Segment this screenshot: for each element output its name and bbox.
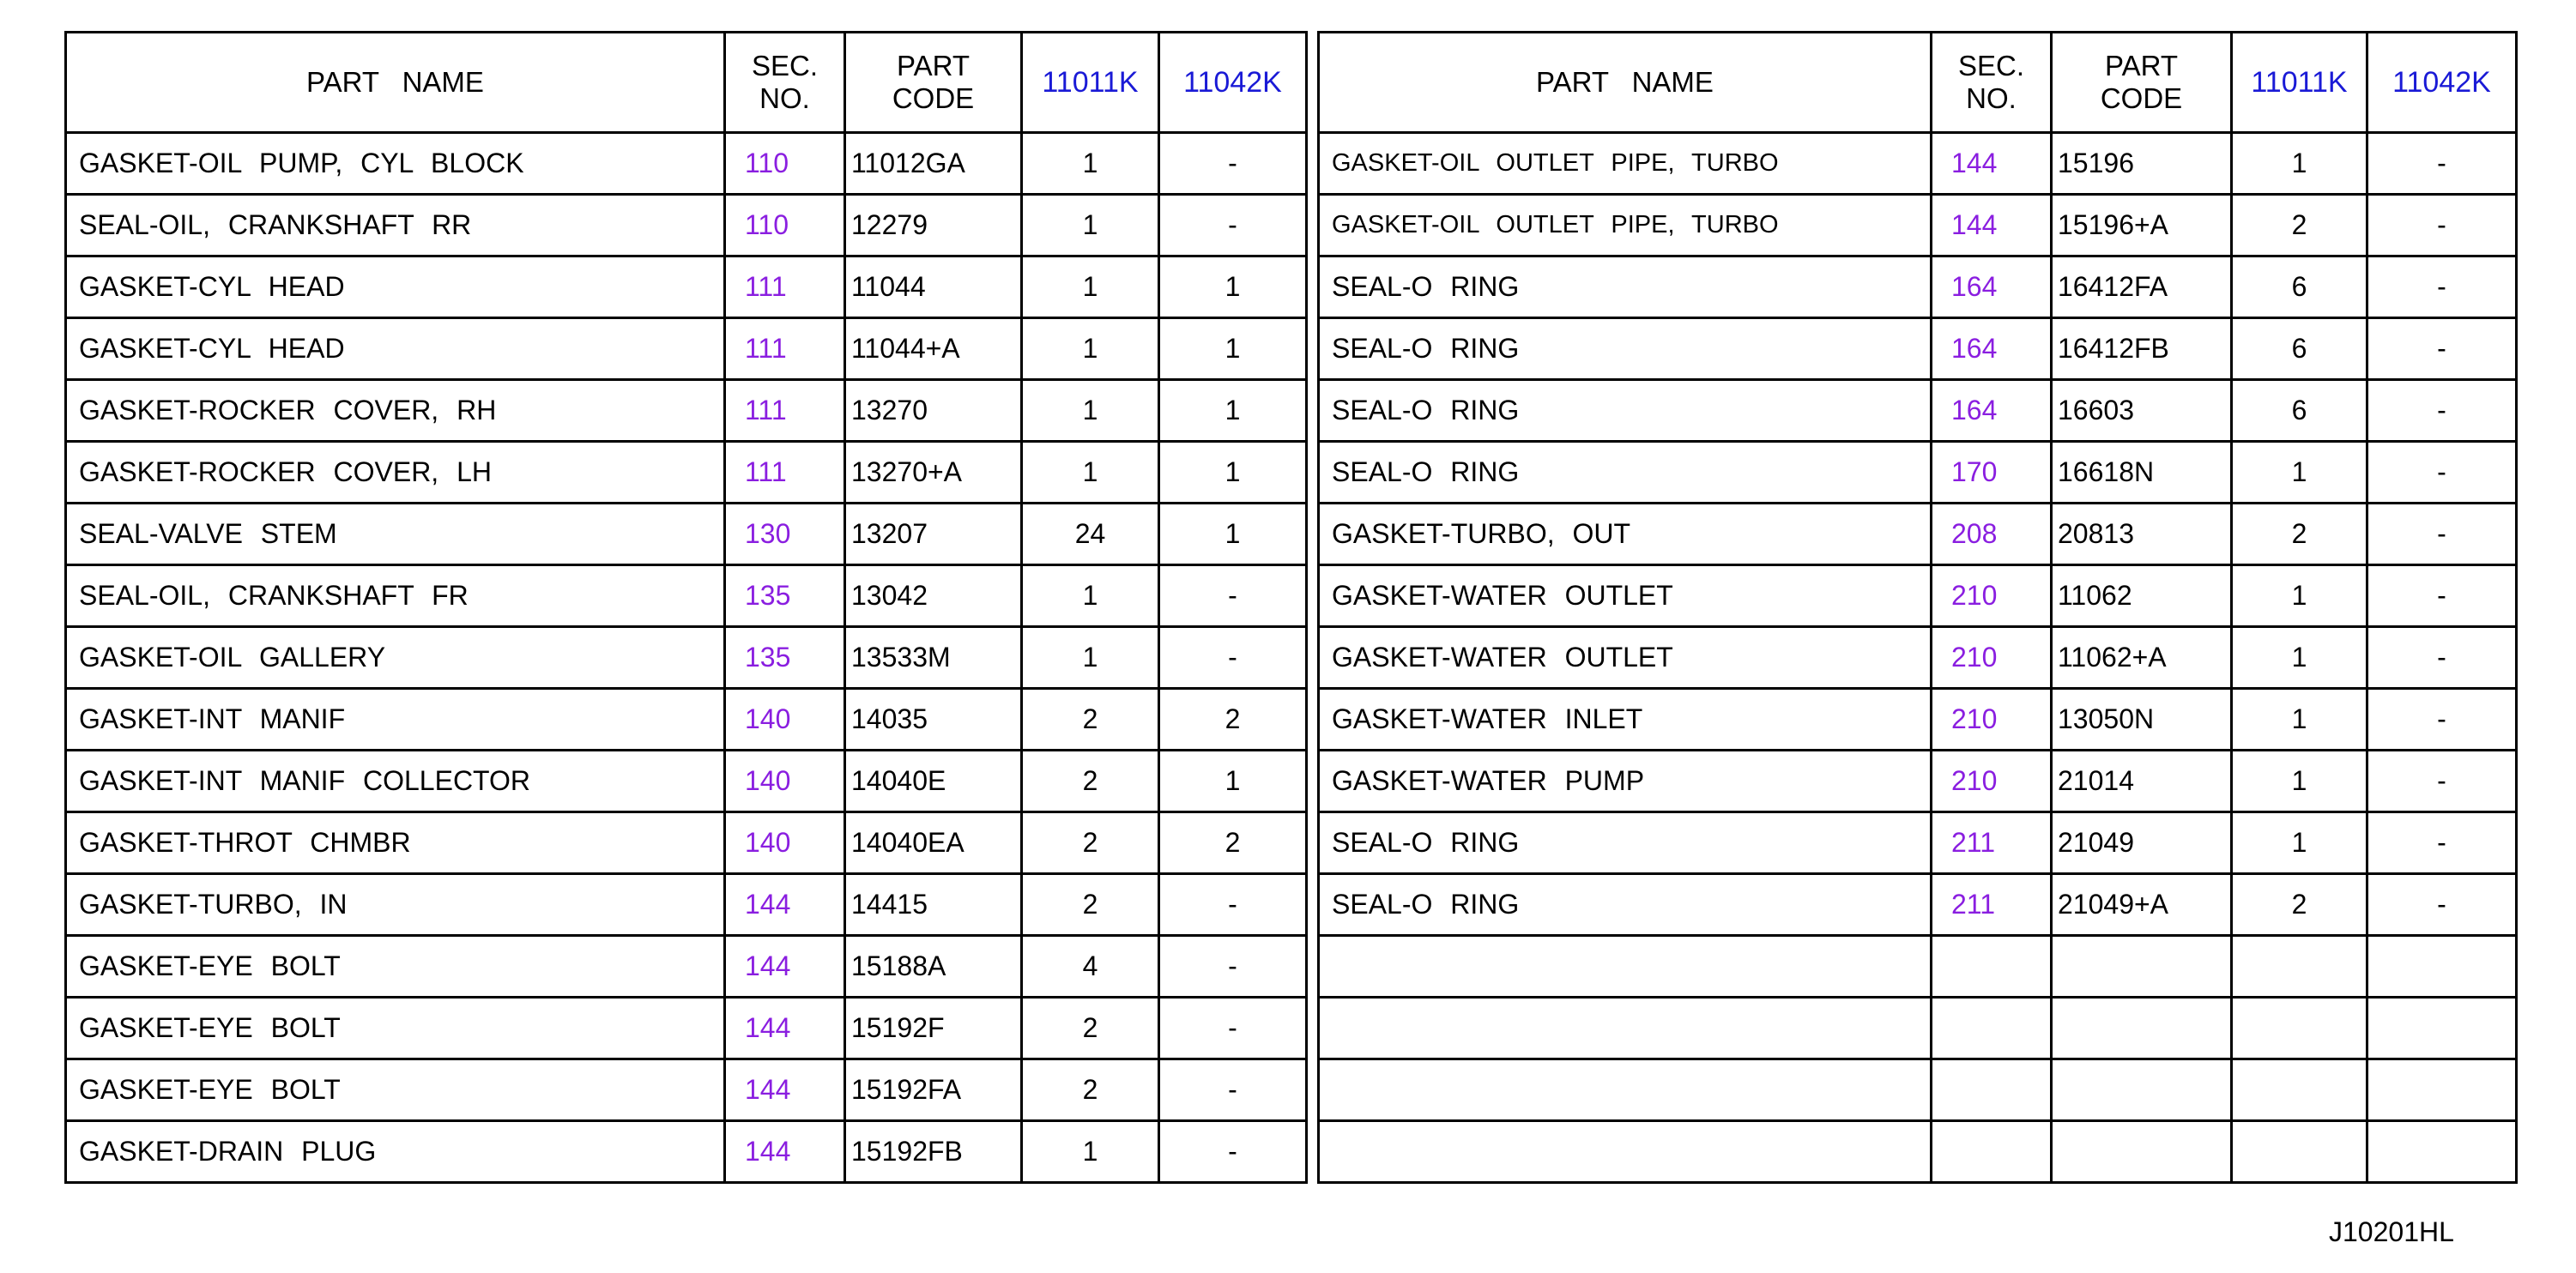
- table-row: [66, 442, 2517, 504]
- right-section-number-cell: 210: [1932, 627, 2052, 689]
- right-part-name-cell: GASKET-TURBO, OUT: [1319, 504, 1932, 565]
- left-qty-11042k-cell: -: [1159, 936, 1307, 998]
- left-qty-11011k-cell: 1: [1022, 195, 1159, 256]
- table-row: [66, 256, 2517, 318]
- right-qty-11011k-cell: 6: [2232, 380, 2367, 442]
- right-part-name-cell: GASKET-OIL OUTLET PIPE, TURBO: [1319, 195, 1932, 256]
- left-part-name-cell: GASKET-EYE BOLT: [66, 998, 725, 1059]
- table-row: [66, 133, 2517, 195]
- header-sec-no-line1: SEC. NO.: [751, 50, 819, 114]
- left-part-code-cell: 13207: [845, 504, 1022, 565]
- right-section-number-cell: 144: [1932, 133, 2052, 195]
- left-part-code-cell: 13533M: [845, 627, 1022, 689]
- left-section-number-cell: 110: [725, 195, 845, 256]
- right-part-code-cell: 21049: [2052, 812, 2232, 874]
- left-section-number-cell: 111: [725, 380, 845, 442]
- right-part-code-cell: [2052, 936, 2232, 998]
- left-part-name-cell: GASKET-INT MANIF COLLECTOR: [66, 751, 725, 812]
- header-sec-no-right-line1: SEC. NO.: [1957, 50, 2025, 114]
- right-qty-11042k-cell: [2367, 1121, 2517, 1183]
- left-part-name-cell: GASKET-OIL GALLERY: [66, 627, 725, 689]
- column-divider: [1307, 33, 1319, 133]
- left-section-number-cell: 144: [725, 874, 845, 936]
- right-part-code-cell: 11062+A: [2052, 627, 2232, 689]
- left-part-name-cell: GASKET-THROT CHMBR: [66, 812, 725, 874]
- right-part-code-cell: 16618N: [2052, 442, 2232, 504]
- table-row: [66, 565, 2517, 627]
- left-qty-11011k-cell: 2: [1022, 751, 1159, 812]
- left-part-code-cell: 15192FA: [845, 1059, 1022, 1121]
- column-divider: [1307, 936, 1319, 998]
- table-row: [66, 318, 2517, 380]
- column-divider: [1307, 689, 1319, 751]
- right-section-number-cell: 208: [1932, 504, 2052, 565]
- right-part-name-cell: SEAL-O RING: [1319, 874, 1932, 936]
- table-row: [66, 998, 2517, 1059]
- right-part-name-cell: SEAL-O RING: [1319, 256, 1932, 318]
- left-part-name-cell: GASKET-OIL PUMP, CYL BLOCK: [66, 133, 725, 195]
- header-model-11042k: 11042K: [1159, 33, 1307, 133]
- left-section-number-cell: 110: [725, 133, 845, 195]
- right-section-number-cell: 164: [1932, 380, 2052, 442]
- left-qty-11011k-cell: 1: [1022, 1121, 1159, 1183]
- left-qty-11042k-cell: -: [1159, 1121, 1307, 1183]
- left-part-name-cell: GASKET-EYE BOLT: [66, 936, 725, 998]
- header-part-code-line2: CODE: [892, 82, 975, 114]
- left-section-number-cell: 144: [725, 1121, 845, 1183]
- left-qty-11011k-cell: 2: [1022, 812, 1159, 874]
- column-divider: [1307, 380, 1319, 442]
- right-qty-11042k-cell: -: [2367, 380, 2517, 442]
- right-qty-11011k-cell: 1: [2232, 751, 2367, 812]
- left-qty-11011k-cell: 1: [1022, 318, 1159, 380]
- right-qty-11042k-cell: -: [2367, 256, 2517, 318]
- right-section-number-cell: 211: [1932, 874, 2052, 936]
- right-qty-11042k-cell: -: [2367, 504, 2517, 565]
- left-section-number-cell: 135: [725, 627, 845, 689]
- left-section-number-cell: 135: [725, 565, 845, 627]
- left-qty-11042k-cell: 1: [1159, 380, 1307, 442]
- header-sec-no-right-line2: NO.: [1966, 82, 2017, 114]
- right-part-code-cell: 16412FA: [2052, 256, 2232, 318]
- column-divider: [1307, 504, 1319, 565]
- left-part-code-cell: 15192F: [845, 998, 1022, 1059]
- parts-sheet: [64, 31, 2515, 1179]
- header-row: [66, 33, 2517, 133]
- left-qty-11011k-cell: 2: [1022, 1059, 1159, 1121]
- column-divider: [1307, 1121, 1319, 1183]
- left-qty-11042k-cell: 1: [1159, 751, 1307, 812]
- header-part-name: PART NAME: [66, 33, 725, 133]
- right-qty-11011k-cell: [2232, 1059, 2367, 1121]
- right-section-number-cell: 144: [1932, 195, 2052, 256]
- left-qty-11011k-cell: 2: [1022, 689, 1159, 751]
- right-part-name-cell: SEAL-O RING: [1319, 812, 1932, 874]
- table-row: [66, 812, 2517, 874]
- left-part-name-cell: SEAL-OIL, CRANKSHAFT RR: [66, 195, 725, 256]
- table-row: [66, 380, 2517, 442]
- left-qty-11011k-cell: 4: [1022, 936, 1159, 998]
- left-part-code-cell: 15192FB: [845, 1121, 1022, 1183]
- right-part-name-cell: [1319, 936, 1932, 998]
- parts-table-body: [66, 133, 2517, 1183]
- header-part-code-right: [2052, 33, 2232, 133]
- header-model-11011k: 11011K: [1022, 33, 1159, 133]
- right-qty-11011k-cell: 1: [2232, 627, 2367, 689]
- table-row: [66, 504, 2517, 565]
- right-part-name-cell: GASKET-WATER OUTLET: [1319, 565, 1932, 627]
- left-section-number-cell: 111: [725, 318, 845, 380]
- header-sec-no-line2: NO.: [759, 82, 810, 114]
- table-row: [66, 195, 2517, 256]
- right-part-name-cell: GASKET-WATER OUTLET: [1319, 627, 1932, 689]
- right-part-code-cell: 20813: [2052, 504, 2232, 565]
- reference-code: J10201HL: [2329, 1216, 2454, 1247]
- left-qty-11042k-cell: 1: [1159, 256, 1307, 318]
- column-divider: [1307, 565, 1319, 627]
- right-part-code-cell: 21049+A: [2052, 874, 2232, 936]
- right-section-number-cell: 170: [1932, 442, 2052, 504]
- right-section-number-cell: [1932, 998, 2052, 1059]
- right-part-name-cell: [1319, 1059, 1932, 1121]
- column-divider: [1307, 874, 1319, 936]
- right-qty-11011k-cell: 1: [2232, 133, 2367, 195]
- left-qty-11042k-cell: -: [1159, 627, 1307, 689]
- right-qty-11011k-cell: 1: [2232, 565, 2367, 627]
- left-section-number-cell: 144: [725, 1059, 845, 1121]
- left-part-code-cell: 13270+A: [845, 442, 1022, 504]
- header-model-11011k-right: 11011K: [2232, 33, 2367, 133]
- left-section-number-cell: 140: [725, 812, 845, 874]
- left-part-code-cell: 11044: [845, 256, 1022, 318]
- right-qty-11011k-cell: 6: [2232, 318, 2367, 380]
- left-part-name-cell: GASKET-INT MANIF: [66, 689, 725, 751]
- left-part-name-cell: GASKET-CYL HEAD: [66, 318, 725, 380]
- right-qty-11011k-cell: 2: [2232, 195, 2367, 256]
- left-qty-11042k-cell: -: [1159, 998, 1307, 1059]
- left-part-name-cell: GASKET-ROCKER COVER, RH: [66, 380, 725, 442]
- right-qty-11042k-cell: [2367, 998, 2517, 1059]
- left-part-name-cell: GASKET-ROCKER COVER, LH: [66, 442, 725, 504]
- right-part-code-cell: [2052, 998, 2232, 1059]
- left-qty-11011k-cell: 1: [1022, 442, 1159, 504]
- column-divider: [1307, 256, 1319, 318]
- right-part-code-cell: [2052, 1121, 2232, 1183]
- right-qty-11042k-cell: -: [2367, 442, 2517, 504]
- left-qty-11042k-cell: -: [1159, 565, 1307, 627]
- right-section-number-cell: 210: [1932, 565, 2052, 627]
- left-qty-11042k-cell: -: [1159, 133, 1307, 195]
- right-qty-11011k-cell: 6: [2232, 256, 2367, 318]
- left-qty-11042k-cell: 2: [1159, 812, 1307, 874]
- right-part-code-cell: [2052, 1059, 2232, 1121]
- column-divider: [1307, 627, 1319, 689]
- header-part-name-right: PART NAME: [1319, 33, 1932, 133]
- left-qty-11042k-cell: -: [1159, 1059, 1307, 1121]
- header-part-code-right-line1: PART CODE: [2100, 50, 2183, 114]
- column-divider: [1307, 751, 1319, 812]
- left-qty-11042k-cell: 1: [1159, 504, 1307, 565]
- right-qty-11011k-cell: 2: [2232, 874, 2367, 936]
- right-qty-11042k-cell: -: [2367, 812, 2517, 874]
- right-section-number-cell: [1932, 936, 2052, 998]
- left-qty-11042k-cell: -: [1159, 874, 1307, 936]
- table-row: [66, 1121, 2517, 1183]
- left-section-number-cell: 111: [725, 442, 845, 504]
- left-qty-11042k-cell: 1: [1159, 442, 1307, 504]
- right-part-code-cell: 13050N: [2052, 689, 2232, 751]
- right-qty-11042k-cell: [2367, 1059, 2517, 1121]
- left-qty-11042k-cell: 2: [1159, 689, 1307, 751]
- right-qty-11011k-cell: 1: [2232, 812, 2367, 874]
- right-part-name-cell: [1319, 1121, 1932, 1183]
- left-part-code-cell: 14415: [845, 874, 1022, 936]
- left-part-code-cell: 12279: [845, 195, 1022, 256]
- table-row: [66, 874, 2517, 936]
- right-qty-11042k-cell: -: [2367, 627, 2517, 689]
- right-part-code-cell: 16412FB: [2052, 318, 2232, 380]
- left-qty-11011k-cell: 2: [1022, 998, 1159, 1059]
- right-section-number-cell: [1932, 1059, 2052, 1121]
- right-qty-11042k-cell: -: [2367, 565, 2517, 627]
- right-section-number-cell: [1932, 1121, 2052, 1183]
- right-part-code-cell: 21014: [2052, 751, 2232, 812]
- table-row: [66, 689, 2517, 751]
- left-part-code-cell: 14040E: [845, 751, 1022, 812]
- left-section-number-cell: 130: [725, 504, 845, 565]
- left-part-code-cell: 13042: [845, 565, 1022, 627]
- header-part-code-line1: PART CODE: [892, 50, 975, 114]
- parts-table: [64, 31, 2518, 1184]
- left-section-number-cell: 144: [725, 936, 845, 998]
- left-part-name-cell: SEAL-OIL, CRANKSHAFT FR: [66, 565, 725, 627]
- right-qty-11011k-cell: [2232, 936, 2367, 998]
- left-section-number-cell: 144: [725, 998, 845, 1059]
- right-qty-11042k-cell: -: [2367, 318, 2517, 380]
- left-part-code-cell: 13270: [845, 380, 1022, 442]
- left-section-number-cell: 140: [725, 689, 845, 751]
- right-section-number-cell: 210: [1932, 689, 2052, 751]
- left-part-name-cell: GASKET-EYE BOLT: [66, 1059, 725, 1121]
- right-qty-11011k-cell: [2232, 1121, 2367, 1183]
- right-qty-11042k-cell: -: [2367, 133, 2517, 195]
- left-qty-11011k-cell: 1: [1022, 627, 1159, 689]
- left-qty-11011k-cell: 24: [1022, 504, 1159, 565]
- left-section-number-cell: 111: [725, 256, 845, 318]
- column-divider: [1307, 195, 1319, 256]
- right-part-code-cell: 15196: [2052, 133, 2232, 195]
- column-divider: [1307, 133, 1319, 195]
- left-qty-11042k-cell: -: [1159, 195, 1307, 256]
- left-part-name-cell: SEAL-VALVE STEM: [66, 504, 725, 565]
- right-part-name-cell: SEAL-O RING: [1319, 318, 1932, 380]
- right-qty-11042k-cell: [2367, 936, 2517, 998]
- left-part-code-cell: 11012GA: [845, 133, 1022, 195]
- left-qty-11011k-cell: 1: [1022, 133, 1159, 195]
- header-sec-no-right: [1932, 33, 2052, 133]
- left-qty-11042k-cell: 1: [1159, 318, 1307, 380]
- left-qty-11011k-cell: 1: [1022, 380, 1159, 442]
- column-divider: [1307, 812, 1319, 874]
- header-part-code: [845, 33, 1022, 133]
- table-row: [66, 751, 2517, 812]
- right-part-name-cell: GASKET-WATER INLET: [1319, 689, 1932, 751]
- header-part-code-right-line2: CODE: [2100, 82, 2183, 114]
- table-row: [66, 627, 2517, 689]
- header-model-11042k-right: 11042K: [2367, 33, 2517, 133]
- right-qty-11011k-cell: 1: [2232, 442, 2367, 504]
- left-part-code-cell: 14035: [845, 689, 1022, 751]
- table-row: [66, 1059, 2517, 1121]
- right-part-code-cell: 11062: [2052, 565, 2232, 627]
- left-part-code-cell: 11044+A: [845, 318, 1022, 380]
- right-part-name-cell: GASKET-WATER PUMP: [1319, 751, 1932, 812]
- right-part-name-cell: SEAL-O RING: [1319, 442, 1932, 504]
- right-section-number-cell: 211: [1932, 812, 2052, 874]
- left-qty-11011k-cell: 1: [1022, 565, 1159, 627]
- right-part-name-cell: GASKET-OIL OUTLET PIPE, TURBO: [1319, 133, 1932, 195]
- right-part-code-cell: 16603: [2052, 380, 2232, 442]
- table-row: [66, 936, 2517, 998]
- left-qty-11011k-cell: 1: [1022, 256, 1159, 318]
- column-divider: [1307, 442, 1319, 504]
- right-part-code-cell: 15196+A: [2052, 195, 2232, 256]
- right-qty-11042k-cell: -: [2367, 751, 2517, 812]
- right-part-name-cell: SEAL-O RING: [1319, 380, 1932, 442]
- right-qty-11042k-cell: -: [2367, 689, 2517, 751]
- left-qty-11011k-cell: 2: [1022, 874, 1159, 936]
- column-divider: [1307, 1059, 1319, 1121]
- right-qty-11042k-cell: -: [2367, 874, 2517, 936]
- right-section-number-cell: 210: [1932, 751, 2052, 812]
- column-divider: [1307, 318, 1319, 380]
- right-qty-11042k-cell: -: [2367, 195, 2517, 256]
- right-part-name-cell: [1319, 998, 1932, 1059]
- header-sec-no: [725, 33, 845, 133]
- right-section-number-cell: 164: [1932, 256, 2052, 318]
- left-section-number-cell: 140: [725, 751, 845, 812]
- right-qty-11011k-cell: [2232, 998, 2367, 1059]
- left-part-name-cell: GASKET-DRAIN PLUG: [66, 1121, 725, 1183]
- column-divider: [1307, 998, 1319, 1059]
- right-qty-11011k-cell: 1: [2232, 689, 2367, 751]
- right-qty-11011k-cell: 2: [2232, 504, 2367, 565]
- right-section-number-cell: 164: [1932, 318, 2052, 380]
- left-part-code-cell: 15188A: [845, 936, 1022, 998]
- left-part-code-cell: 14040EA: [845, 812, 1022, 874]
- left-part-name-cell: GASKET-TURBO, IN: [66, 874, 725, 936]
- left-part-name-cell: GASKET-CYL HEAD: [66, 256, 725, 318]
